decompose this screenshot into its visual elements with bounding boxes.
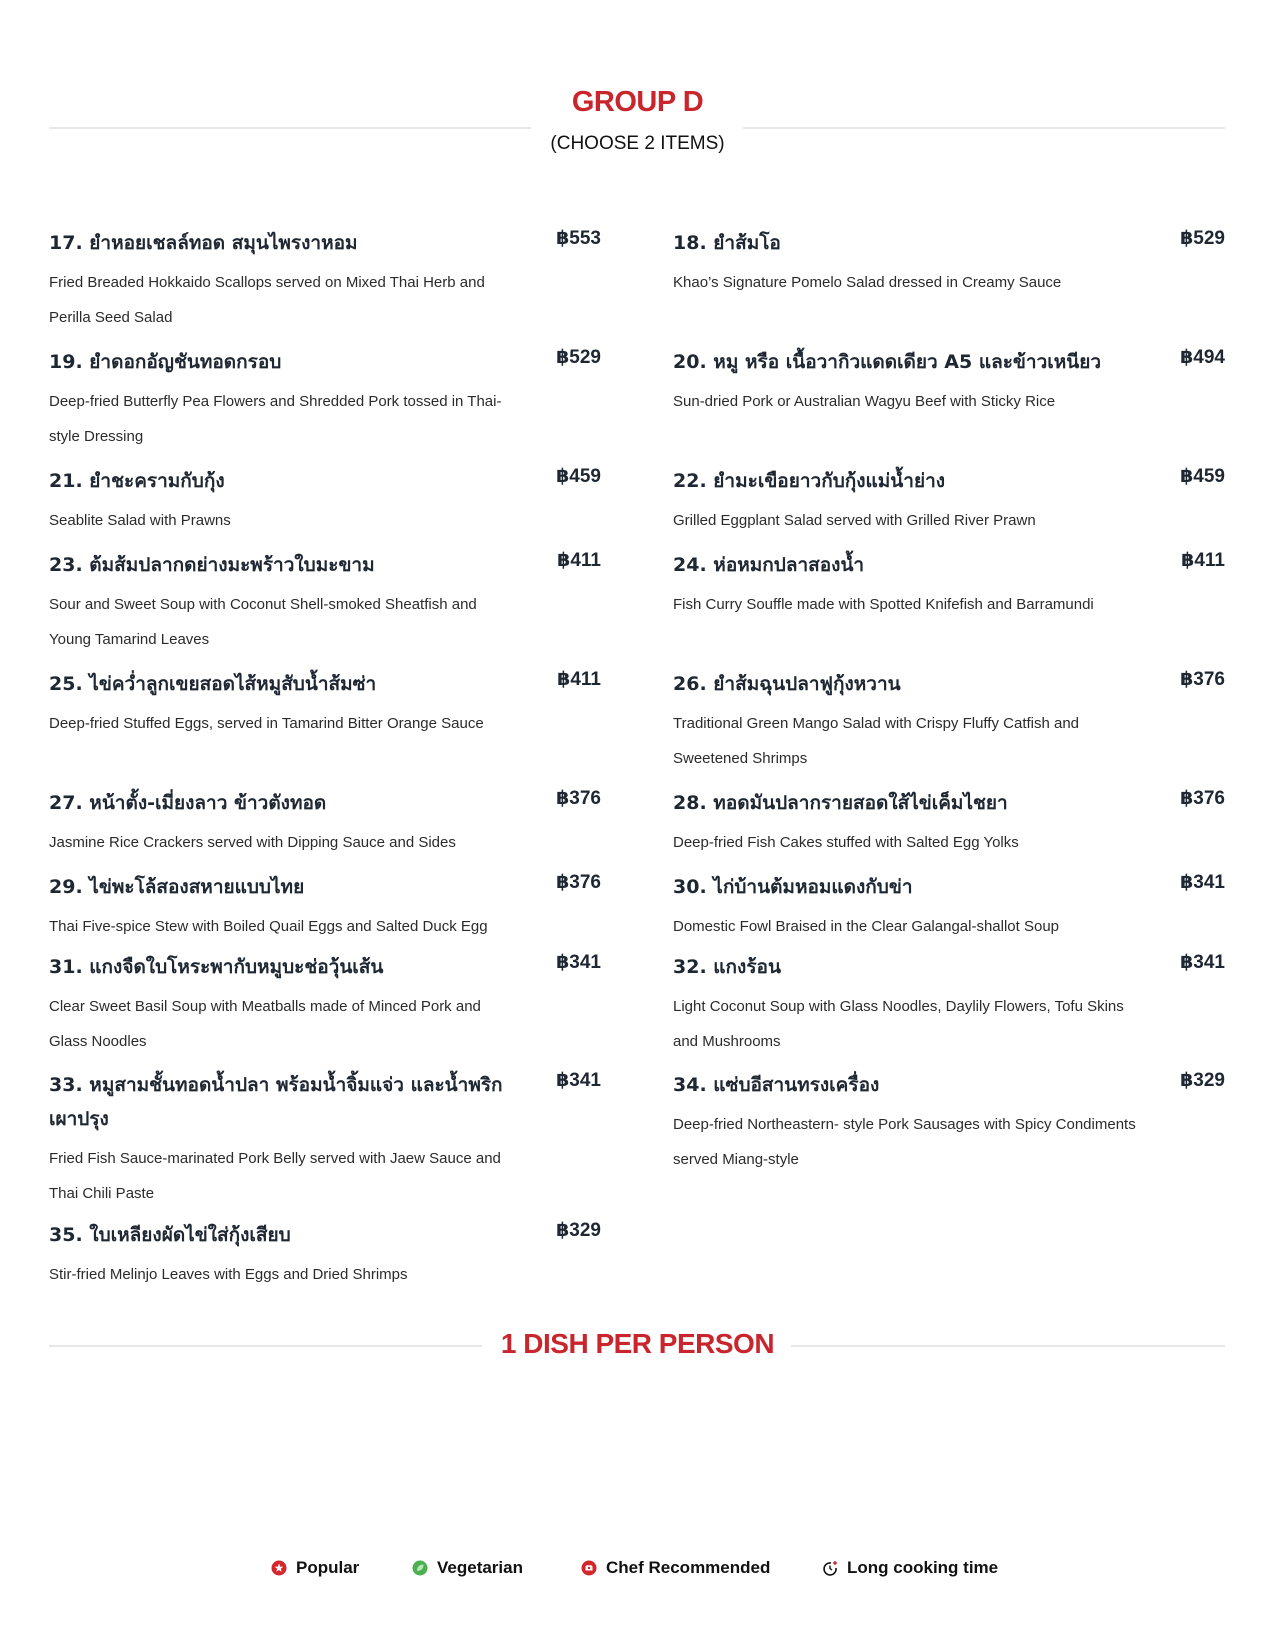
item-title [673,548,1225,582]
menu-item [49,345,601,454]
dish-per-person-note: 1 DISH PER PERSON [500,1328,775,1359]
legend-chef-recommended [581,1558,770,1578]
item-description: Deep-fried Butterfly Pea Flowers and Shredded Pork tossed in Thai-style Dressing [49,393,502,445]
item-title [49,786,601,820]
item-thai-name: ห่อหมกปลาสองน้ำ [713,554,865,576]
menu-item [49,1068,601,1211]
item-price: ฿341 [556,952,601,973]
header-divider-left [49,127,531,129]
item-description: Seablite Salad with Prawns [49,512,231,529]
item-number: 26. [673,673,707,695]
legend-label: Vegetarian [437,1558,523,1577]
header-divider-right [743,127,1225,129]
item-price: ฿459 [556,466,601,487]
item-price: ฿376 [1180,669,1225,690]
legend-long-cooking-time [822,1558,998,1578]
item-description: Domestic Fowl Braised in the Clear Galangal-shallot Soup [673,918,1060,935]
menu-item [673,345,1225,420]
item-price: ฿329 [1180,1070,1225,1091]
item-number: 30. [673,876,707,898]
item-title [49,548,601,582]
item-title [673,950,1225,984]
item-description: Clear Sweet Basil Soup with Meatballs made of Minced Pork and Glass Noodles [49,998,481,1050]
item-number: 31. [49,956,83,978]
item-description: Sun-dried Pork or Australian Wagyu Beef with Sticky Rice [673,393,1056,410]
legend-vegetarian [412,1558,523,1578]
menu-item [49,1218,601,1293]
item-thai-name: แกงร้อน [713,956,781,978]
item-description: Jasmine Rice Crackers served with Dipping Sauce and Sides [49,834,456,851]
item-description: Deep-fried Stuffed Eggs, served in Tamarind Bitter Orange Sauce [49,715,484,732]
item-title [49,1068,601,1136]
item-thai-name: ใบเหลียงผัดไข่ใส่กุ้งเสียบ [89,1224,291,1246]
item-number: 29. [49,876,83,898]
menu-item [673,786,1225,861]
menu-item [49,548,601,657]
menu-item [49,226,601,335]
item-price: ฿341 [1180,952,1225,973]
legend-label: Long cooking time [847,1558,999,1577]
item-number: 25. [49,673,83,695]
item-description: Thai Five-spice Stew with Boiled Quail Eggs and Salted Duck Egg [49,918,488,935]
item-thai-name: หมูสามชั้นทอดน้ำปลา พร้อมน้ำจิ้มแจ่ว และน้ำพริกเผาปรุง [49,1074,503,1130]
legend-label: Chef Recommended [606,1558,771,1577]
item-number: 21. [49,470,83,492]
item-title [673,1068,1225,1102]
item-thai-name: ยำดอกอัญชันทอดกรอบ [89,351,282,373]
item-description: Stir-fried Melinjo Leaves with Eggs and Dried Shrimps [49,1266,408,1283]
item-thai-name: ทอดมันปลากรายสอดใส้ไข่เค็มไชยา [713,792,1008,814]
item-price: ฿376 [1180,788,1225,809]
item-title [673,464,1225,498]
item-thai-name: ไก่บ้านต้มหอมแดงกับข่า [713,876,913,898]
item-price: ฿341 [556,1070,601,1091]
item-description: Khao’s Signature Pomelo Salad dressed in Creamy Sauce [673,274,1062,291]
item-thai-name: ยำชะครามกับกุ้ง [89,470,225,492]
item-description: Light Coconut Soup with Glass Noodles, Daylily Flowers, Tofu Skins and Mushrooms [673,998,1124,1050]
item-title [49,667,601,701]
item-description: Deep-fried Northeastern- style Pork Sausages with Spicy Condiments served Miang-style [673,1116,1136,1168]
menu-item [673,667,1225,776]
item-title [673,345,1225,379]
vegetarian-icon [412,1560,428,1576]
menu-item [673,870,1225,945]
item-description: Fish Curry Souffle made with Spotted Knifefish and Barramundi [673,596,1094,613]
item-title [673,667,1225,701]
popular-icon [271,1560,287,1576]
item-thai-name: แซ่บอีสานทรงเครื่อง [713,1074,880,1096]
long-cooking-time-icon [822,1560,838,1576]
item-thai-name: หมู หรือ เนื้อวากิวแดดเดียว A5 และข้าวเหนียว [713,351,1102,373]
item-title [49,464,601,498]
item-thai-name: ยำหอยเชลล์ทอด สมุนไพรงาหอม [89,232,358,254]
item-price: ฿341 [1180,872,1225,893]
chef-recommended-icon [581,1560,597,1576]
menu-item [673,1068,1225,1177]
item-price: ฿376 [556,872,601,893]
menu-item [673,548,1225,623]
item-thai-name: ยำมะเขือยาวกับกุ้งแม่น้ำย่าง [713,470,946,492]
item-number: 33. [49,1074,83,1096]
item-number: 35. [49,1224,83,1246]
menu-item [49,870,601,945]
menu-item [49,786,601,861]
item-price: ฿459 [1180,466,1225,487]
item-title [49,870,601,904]
menu-item [673,226,1225,301]
item-description: Fried Breaded Hokkaido Scallops served on Mixed Thai Herb and Perilla Seed Salad [49,274,485,326]
legend-label: Popular [296,1558,360,1577]
group-title: GROUP D [571,86,704,118]
item-title [49,226,601,260]
item-thai-name: ยำส้มฉุนปลาฟูกุ้งหวาน [713,673,901,695]
item-title [673,870,1225,904]
item-description: Traditional Green Mango Salad with Crispy Fluffy Catfish and Sweetened Shrimps [673,715,1080,767]
item-title [673,786,1225,820]
menu-item [673,950,1225,1059]
item-number: 18. [673,232,707,254]
choose-instruction: (CHOOSE 2 ITEMS) [550,133,725,154]
menu-item [49,950,601,1059]
item-title [49,345,601,379]
item-description: Grilled Eggplant Salad served with Grilled River Prawn [673,512,1036,529]
item-thai-name: ยำส้มโอ [713,232,781,254]
item-price: ฿529 [1180,228,1225,249]
item-thai-name: ไข่พะโล้สองสหายแบบไทย [89,876,305,898]
item-price: ฿376 [556,788,601,809]
item-number: 19. [49,351,83,373]
item-number: 23. [49,554,83,576]
item-number: 24. [673,554,707,576]
item-thai-name: ไข่คว่ำลูกเขยสอดไส้หมูสับน้ำส้มซ่า [89,673,377,695]
item-price: ฿329 [556,1220,601,1241]
item-thai-name: ต้มส้มปลากดย่างมะพร้าวใบมะขาม [89,554,375,576]
item-description: Deep-fried Fish Cakes stuffed with Salted Egg Yolks [673,834,1019,851]
menu-item [49,667,601,742]
item-price: ฿529 [556,347,601,368]
item-description: Fried Fish Sauce-marinated Pork Belly served with Jaew Sauce and Thai Chili Paste [49,1150,501,1202]
item-number: 28. [673,792,707,814]
item-number: 22. [673,470,707,492]
item-price: ฿494 [1180,347,1225,368]
item-thai-name: หน้าตั้ง-เมี่ยงลาว ข้าวตังทอด [89,792,327,814]
item-price: ฿411 [557,550,601,571]
item-title [49,950,601,984]
item-number: 20. [673,351,707,373]
item-title [673,226,1225,260]
item-price: ฿411 [557,669,601,690]
item-number: 32. [673,956,707,978]
item-title [49,1218,601,1252]
item-thai-name: แกงจืดใบโหระพากับหมูบะช่อวุ้นเส้น [89,956,384,978]
menu-item [673,464,1225,539]
item-number: 17. [49,232,83,254]
item-number: 27. [49,792,83,814]
item-price: ฿411 [1181,550,1225,571]
item-price: ฿553 [556,228,601,249]
item-number: 34. [673,1074,707,1096]
item-description: Sour and Sweet Soup with Coconut Shell-smoked Sheatfish and Young Tamarind Leaves [49,596,477,648]
menu-item [49,464,601,539]
legend-popular [271,1558,359,1578]
